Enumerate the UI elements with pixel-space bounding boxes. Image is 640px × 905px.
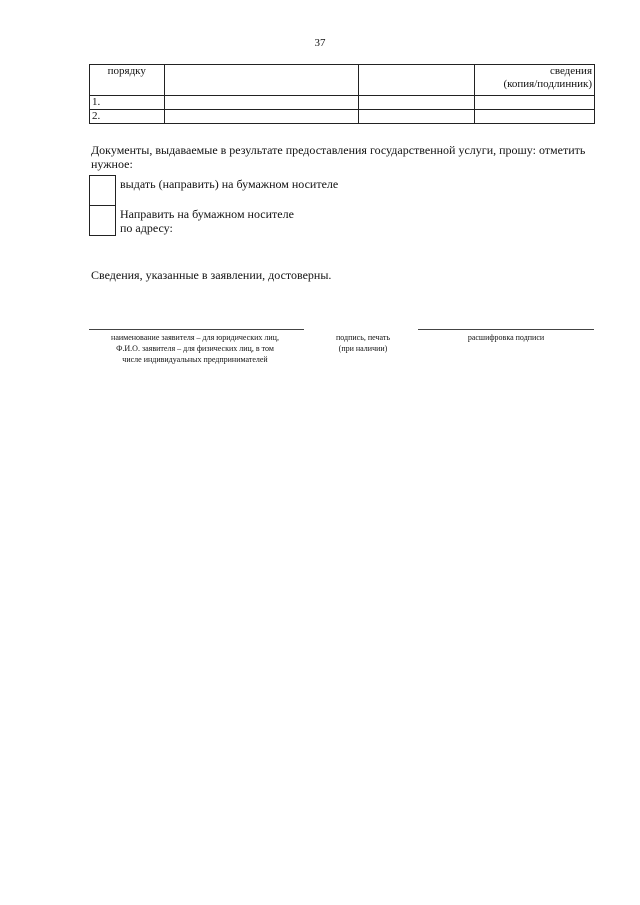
table-header-row [90,65,595,96]
signature-decode-line[interactable] [418,329,594,330]
checkbox-paper-delivery[interactable] [89,175,116,206]
table-header-cell [359,65,475,96]
table-cell[interactable] [474,96,594,110]
table-cell[interactable] [164,96,359,110]
checkbox-paper-by-address[interactable] [89,205,116,236]
signature-decode-caption: расшифровка подписи [467,333,545,342]
table-cell[interactable] [164,110,359,124]
page-number: 37 [314,37,326,49]
table-header-cell: порядку [90,65,165,96]
table-cell[interactable] [359,96,475,110]
delivery-instruction: Документы, выдаваемые в результате предоставления государственной услуги, прошу: отметить нужное: [91,143,586,171]
documents-table [89,64,595,124]
table-row [90,110,595,124]
applicant-name-caption: наименование заявителя – для юридических лиц, Ф.И.О. заявителя – для физических лиц, в том числе индивидуальных предпринимателей [111,333,279,364]
table-cell[interactable] [359,110,475,124]
table-cell[interactable] [474,110,594,124]
applicant-name-line[interactable] [89,329,304,330]
option-paper-by-address-label: Направить на бумажном носителе по адресу: [120,207,294,235]
option-paper-delivery-label: выдать (направить) на бумажном носителе [120,177,339,191]
table-cell: 2. [90,110,165,124]
table-row [90,96,595,110]
table-header-cell [164,65,359,96]
confirmation-statement: Сведения, указанные в заявлении, достоверны. [91,268,332,282]
table-cell: 1. [90,96,165,110]
signature-caption: подпись, печать (при наличии) [335,333,391,353]
table-header-cell: сведения (копия/подлинник) [474,65,594,96]
